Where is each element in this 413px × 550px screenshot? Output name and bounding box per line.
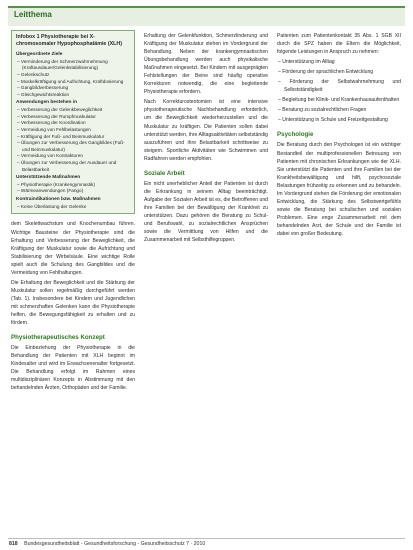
infobox-item: – Verminderung der Schmerzwahrnehmung (Kraftausdauer/Gelenkstabilisierung) <box>16 59 130 72</box>
column-3 <box>277 32 401 240</box>
infobox-item: – Übungen zur Verbesserung der Ausdauer und Belastbarkeit <box>16 160 130 173</box>
section-heading: Soziale Arbeit <box>144 169 185 177</box>
bullet-item: – Begleitung bei Klinik- und Krankenhausaufenthalten <box>277 96 401 104</box>
body-paragraph: dem Skelettwachstum und Knochenumbau führen. Wichtige Bausteine der Physiotherapie sind die Erhaltung und Verbesserung der Beweglichkeit, die Kräftigung der Muskulatur sowie die Aufrichtung und Stabilisierung der Wirbelsäule. Eine wichtige Rolle spielt auch die Schulung des Gangbildes und die Vermeidung von Fehlhaltungen. <box>11 221 135 276</box>
body-paragraph: Patienten zum Patientenkontakt 35 Abs. 1 SGB XII durch die SPZ haben die Eltern die Möglichkeit, folgende Leistungen in Anspruch zu nehmen: <box>277 33 401 56</box>
infobox-item: – Übungen zur Verbesserung des Gangbildes (Fuß- und Beinmuskulatur) <box>16 140 130 153</box>
infobox-section-heading: Übergeordnete Ziele <box>16 52 63 57</box>
infobox-section-heading: Unterstützende Maßnahmen <box>16 175 81 181</box>
infobox-item: – Verbesserung der Gelenkbeweglichkeit <box>16 107 130 114</box>
bullet-item: – Unterstützung in Schule und Freizeitgestaltung <box>277 116 401 124</box>
column-1 <box>11 30 135 394</box>
infobox-item: – Verbesserung der Koordination <box>16 120 130 127</box>
footer-rule <box>8 538 405 539</box>
page-footer <box>9 541 205 547</box>
body-paragraph: Ein nicht unerheblicher Anteil der Patienten ist durch die Erkrankung in seinem Alltag beeinträchtigt. Aufgabe der Sozialen Arbeit ist es, die Betroffenen und ihre Familien bei der Bewältigung der Krankheit zu unterstützen. Dazu gehören die Beratung zu Schul- und Berufswahl, zu sozialrechtlichen Ansprüchen sowie die Vermittlung von Hilfen und die Zusammenarbeit mit Selbsthilfegruppen. <box>144 180 268 244</box>
infobox-item: – Gelenkschutz <box>16 72 130 79</box>
journal-citation: Bundesgesundheitsblatt - Gesundheitsforschung - Gesundheitsschutz 7 · 2010 <box>24 541 206 547</box>
body-paragraph: Erhaltung der Gelenkfunktion, Schmerzlinderung und Kräftigung der Muskulatur stehen im Vordergrund der Behandlung. Neben der krankengymnastischen Übungsbehandlung werden auch physikalische Maßnahmen eingesetzt. Bei Kindern mit ausgeprägten Fehlstellungen der Beine sind häufig operative Korrekturen notwendig, die eine begleitende Physiotherapie erfordern. <box>144 33 268 96</box>
bullet-item: – Beratung zu sozialrechtlichen Fragen <box>277 106 401 114</box>
infobox-item: – Keine Überlastung der Gelenke <box>16 204 130 211</box>
section-heading: Physiotherapeutisches Konzept <box>11 334 105 342</box>
section-title: Leitthema <box>14 10 52 19</box>
infobox-item: – Gleichgewichtsreaktion <box>16 92 130 99</box>
section-heading: Psychologie <box>277 131 314 139</box>
body-paragraph: Nach Korrekturosteotomien ist eine intensive physiotherapeutische Nachbehandlung erforderlich, um die Beweglichkeit wiederherzustellen und die Muskulatur zu kräftigen. Die Patienten sollen dabei unterstützt werden, ihre Alltagsaktivitäten selbstständig auszuführen und ihre Belastbarkeit schrittweise zu steigern. Sportliche Aktivitäten wie Schwimmen und Radfahren werden empfohlen. <box>144 99 268 162</box>
body-paragraph: Die Einbeziehung der Physiotherapie in die Behandlung der Patienten mit XLH beginnt im Kindesalter und wird im Erwachsenenalter fortgesetzt. Die Behandlung erfolgt im Rahmen eines multidisziplinären Konzepts in Abstimmung mit den behandelnden Ärzten, Orthopäden und der Familie. <box>11 345 135 392</box>
infobox-item: – Wärmeanwendungen (Fango) <box>16 188 130 195</box>
infobox <box>11 30 135 214</box>
body-paragraph: Die Beratung durch den Psychologen ist ein wichtiger Bestandteil der multiprofessionellen Betreuung von Patienten mit chronischen Erkrankungen wie der XLH. Sie unterstützt die Patienten und ihre Familien bei der Krankheitsbewältigung und hilft, psychosoziale Belastungen frühzeitig zu erkennen und zu behandeln. Im Vordergrund stehen die Förderung der emotionalen Entwicklung, die Stärkung des Selbstwertgefühls sowie die Beratung bei schulischen und sozialen Problemen. Eine enge Zusammenarbeit mit dem behandelnden Arzt, der Schule und der Familie ist dabei von großer Bedeutung. <box>277 142 401 237</box>
infobox-item: – Vermeidung von Fehlbelastungen <box>16 127 130 134</box>
infobox-item: – Physiotherapie (Krankengymnastik) <box>16 182 130 189</box>
infobox-item: – Verbesserung der Rumpfmuskulatur <box>16 114 130 121</box>
infobox-item: – Vermeidung von Kontrakturen <box>16 153 130 160</box>
page-number: 818 <box>9 541 18 547</box>
infobox-title: Infobox 1 Physiotherapie bei X-chromosomaler Hypophosphatämie (XLH) <box>16 34 122 47</box>
infobox-item: – Gangbildverbesserung <box>16 85 130 92</box>
infobox-section-heading: Kontraindikationen bzw. Maßnahmen <box>16 197 101 203</box>
column-2 <box>144 32 268 246</box>
body-paragraph: Die Erhaltung der Beweglichkeit und die Stärkung der Muskulatur sollen regelmäßig durchgeführt werden (Tab. 1). Insbesondere bei Kindern und Jugendlichen mit schmerzhaften Gelenken kann die Physiotherapie helfen, die Bewegungsfähigkeit zu erhalten und zu fördern. <box>11 279 135 327</box>
header-band <box>8 6 405 26</box>
bullet-item: – Förderung der sprachlichen Entwicklung <box>277 68 401 76</box>
bullet-item: – Unterstützung im Alltag <box>277 58 401 66</box>
bullet-item: – Förderung der Selbstwahrnehmung und Selbstständigkeit <box>277 78 401 94</box>
infobox-item: – Kräftigung der Fuß- und Beinmuskulatur <box>16 134 130 141</box>
infobox-item: – Muskelkräftigung und Aufrichtung, Kraftdosierung <box>16 79 130 86</box>
infobox-section-heading: Anwendungen bestehen in <box>16 100 78 106</box>
